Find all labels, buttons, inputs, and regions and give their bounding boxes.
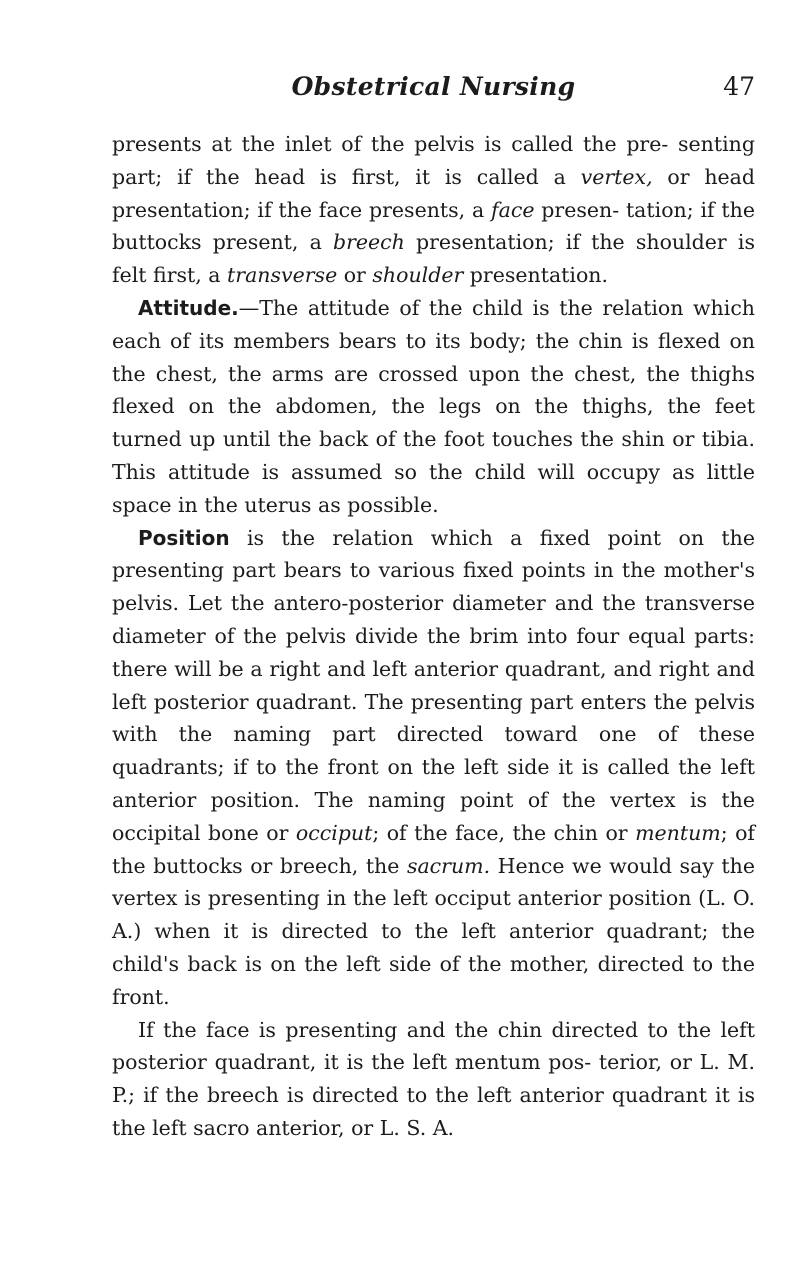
running-title: Obstetrical Nursing [291, 72, 576, 101]
term-face: face [491, 197, 535, 222]
text-run: presen- tation; if the buttocks present, a [112, 197, 755, 255]
term-vertex: vertex, [580, 164, 653, 189]
text-run: is the relation which a fixed point on the presenting part bears to various fixed points in the mother's pelvis. Let the antero-posterior diameter and the transverse diameter of the pelvis divide the brim into four equal parts: there will be a right and left anterior quadrant, and right and left posterior quadrant. The presenting part enters the pelvis with the naming part directed toward one of these quadrants; if to the front on the left side it is called the left anterior position. The naming point of the vertex is the occipital bone or [112, 525, 755, 845]
term-shoulder: shoulder [372, 263, 464, 288]
text-run: presentation; if the shoulder is felt first, a [112, 230, 755, 288]
paragraph-attitude [112, 292, 755, 522]
term-transverse: transverse [227, 263, 338, 288]
text-run: presentation. [463, 263, 609, 288]
text-run: or head presentation; if the face presents, a [112, 164, 756, 222]
paragraph-presentation [112, 128, 755, 292]
page-number: 47 [723, 72, 755, 101]
paragraph-position [112, 522, 755, 1014]
term-occiput: occiput [295, 820, 373, 845]
text-run: Hence we would say the vertex is presenting in the left occiput anterior position (L. O. A.) when it is directed to the left anterior quadrant; the child's back is on the left side of the mother, directed to the front. [112, 853, 755, 1009]
text-run: or [337, 263, 373, 288]
text-run: ; of the buttocks or breech, the [112, 820, 756, 878]
page-header [112, 72, 755, 112]
term-breech: breech [332, 230, 405, 255]
body-text [112, 128, 755, 1145]
text-run: If the face is presenting and the chin directed to the left posterior quadrant, it is the left mentum pos- terior, or L. M. P.; if the breech is directed to the left anterior quadrant it is the left sacro anterior, or L. S. A. [112, 1017, 755, 1140]
paragraph-face-breech [112, 1014, 755, 1145]
attitude-heading: Attitude. [138, 295, 239, 320]
text-run: —The attitude of the child is the relation which each of its members bears to its body; the chin is flexed on the chest, the arms are crossed upon the chest, the thighs flexed on the abdomen, the legs on the thighs, the feet turned up until the back of the foot touches the shin or tibia. This attitude is assumed so the child will occupy as little space in the uterus as possible. [112, 295, 755, 517]
term-mentum: mentum [635, 820, 721, 845]
text-run: ; of the face, the chin or [372, 820, 636, 845]
text-run: presents at the inlet of the pelvis is called the pre- senting part; if the head is first, it is called a [112, 132, 755, 189]
term-sacrum: sacrum. [406, 853, 491, 878]
position-heading: Position [138, 525, 230, 550]
